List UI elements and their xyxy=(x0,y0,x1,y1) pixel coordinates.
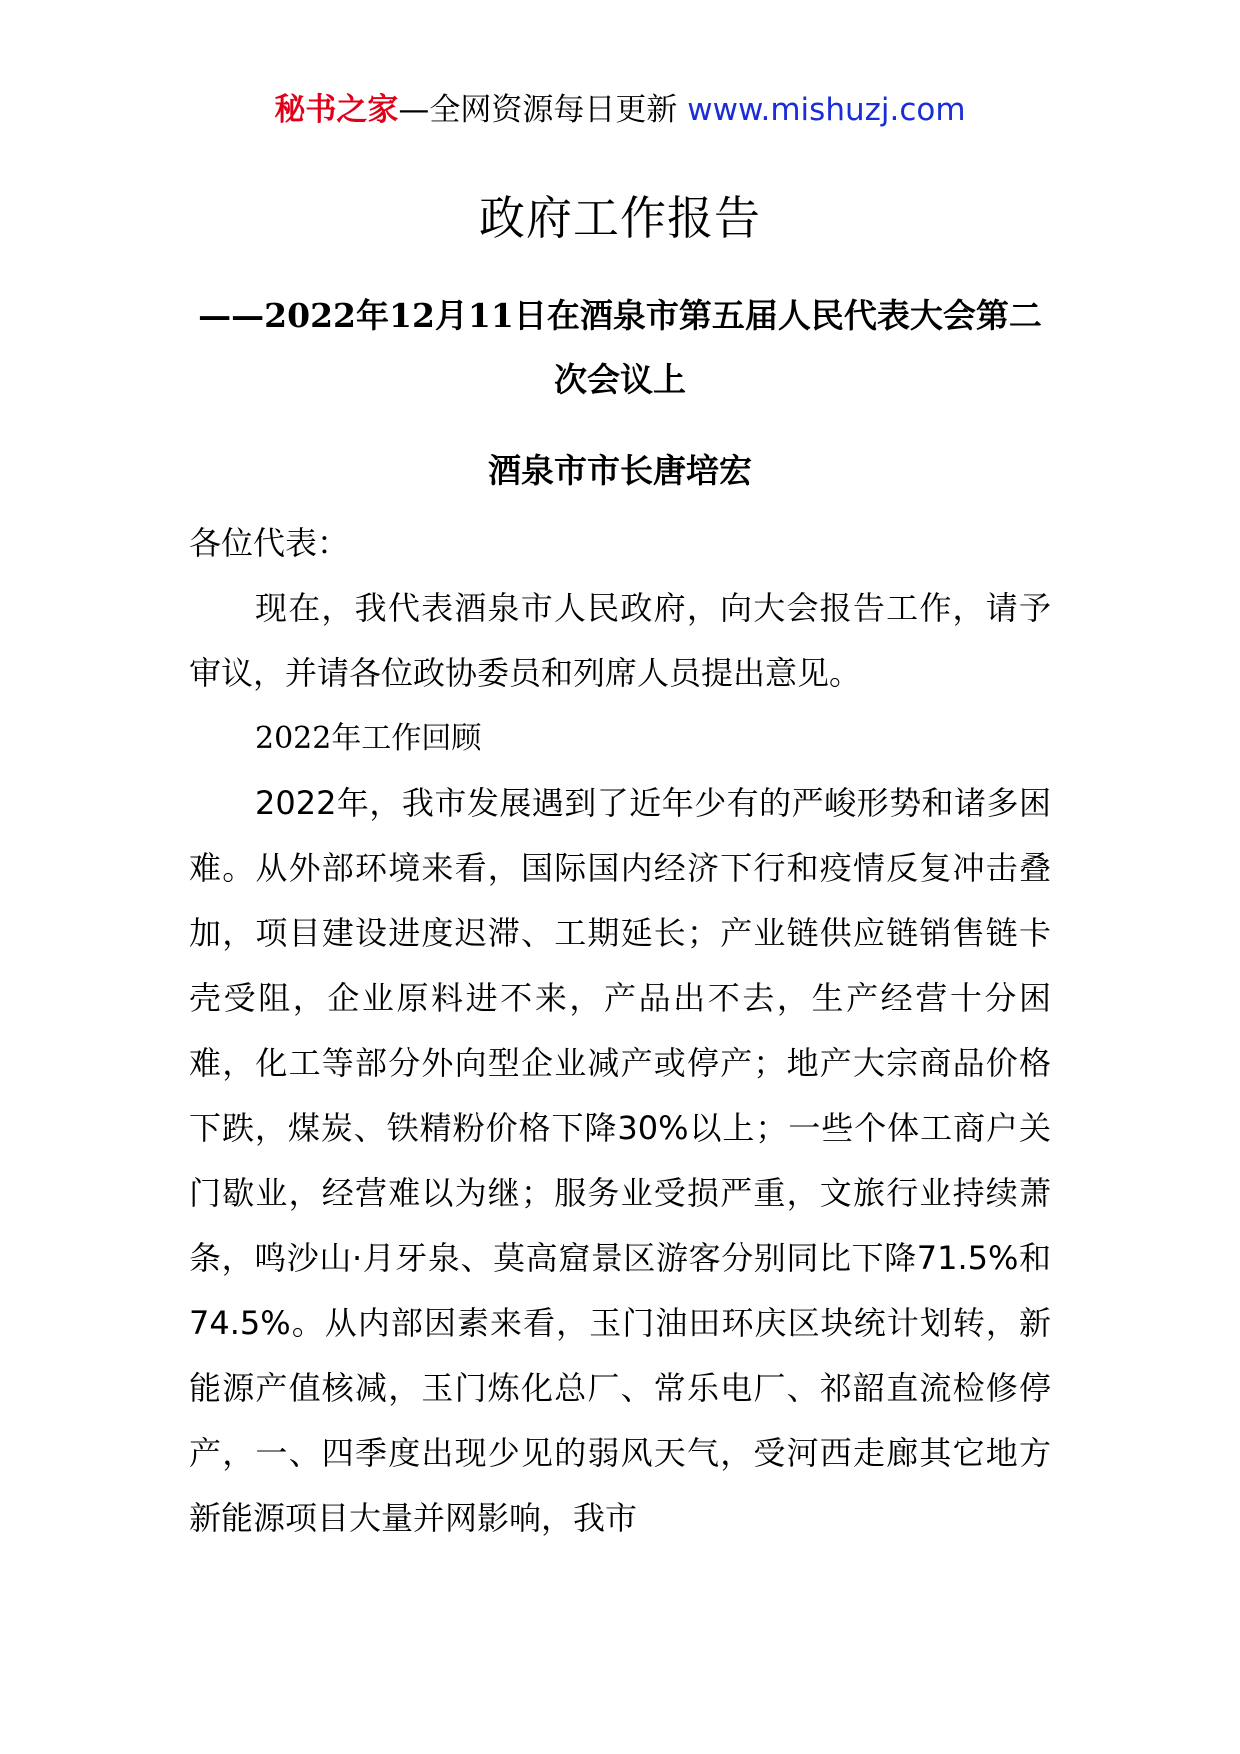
body-paragraph: 2022年，我市发展遇到了近年少有的严峻形势和诸多困难。从外部环境来看，国际国内经济下行和疫情反复冲击叠加，项目建设进度迟滞、工期延长；产业链供应链销售链卡壳受阻，企业原料进不来，产品出不去，生产经营十分困难，化工等部分外向型企业减产或停产；地产大宗商品价格下跌，煤炭、铁精粉价格下降30%以上；一些个体工商户关门歇业，经营难以为继；服务业受损严重，文旅行业持续萧条，鸣沙山·月牙泉、莫高窟景区游客分别同比下降71.5%和74.5%。从内部因素来看，玉门油田环庆区块统计划转，新能源产值核减，玉门炼化总厂、常乐电厂、祁韶直流检修停产，一、四季度出现少见的弱风天气，受河西走廊其它地方新能源项目大量并网影响，我市 xyxy=(189,784,1051,1537)
greeting: 各位代表： xyxy=(189,524,350,562)
body-paragraph: 现在，我代表酒泉市人民政府，向大会报告工作，请予审议，并请各位政协委员和列席人员提出意见。 xyxy=(189,589,1051,692)
document-subtitle: ——2022年12月11日在酒泉市第五届人民代表大会第二次会议上 xyxy=(198,296,1042,399)
document-title: 政府工作报告 xyxy=(479,191,761,245)
site-header xyxy=(0,88,1240,132)
document-body xyxy=(189,511,1051,1551)
section-heading: 2022年工作回顾 xyxy=(255,721,482,756)
site-url-link[interactable]: www.mishuzj.com xyxy=(687,92,966,128)
speaker-name: 酒泉市市长唐培宏 xyxy=(488,451,752,490)
header-tagline: —全网资源每日更新 xyxy=(398,92,678,128)
brand-name: 秘书之家 xyxy=(274,92,399,128)
